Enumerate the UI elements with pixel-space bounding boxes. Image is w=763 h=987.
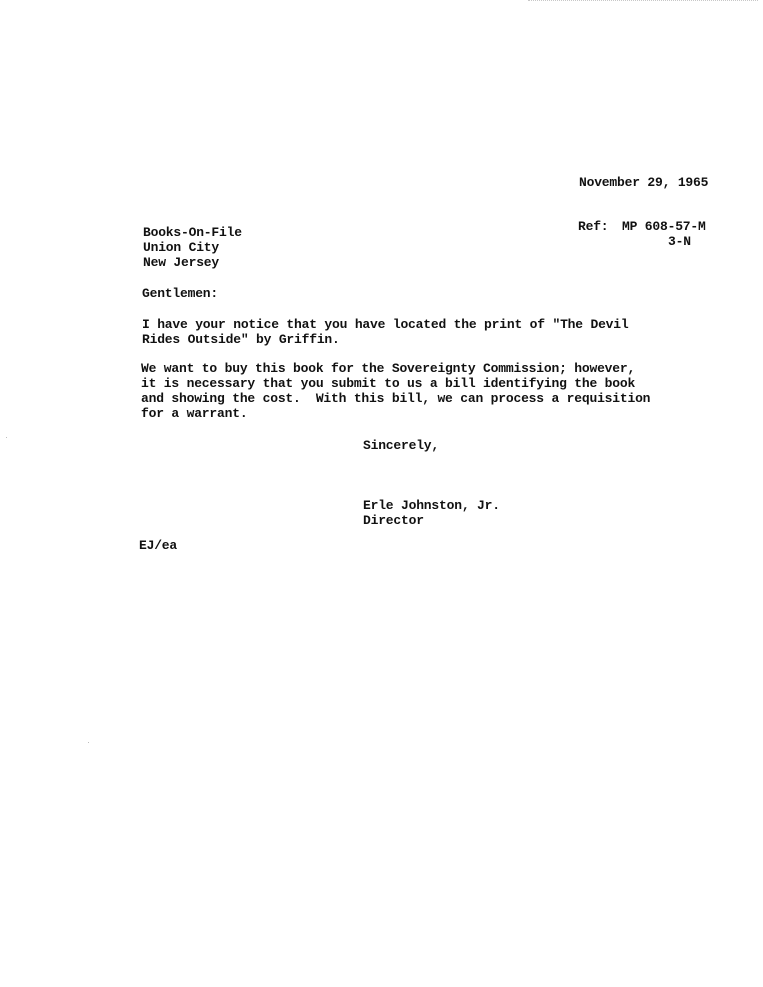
recipient-city: Union City bbox=[143, 240, 220, 255]
signer-title: Director bbox=[363, 513, 424, 528]
paragraph-1-line-1: I have your notice that you have located the print of "The Devil bbox=[142, 317, 629, 332]
signer-name: Erle Johnston, Jr. bbox=[363, 498, 500, 513]
reference-sub: 3-N bbox=[668, 234, 691, 249]
paragraph-2-line-2: it is necessary that you submit to us a bill identifying the book bbox=[141, 376, 636, 391]
scan-speck bbox=[88, 742, 89, 743]
recipient-state: New Jersey bbox=[143, 255, 220, 270]
reference-label: Ref: bbox=[578, 219, 609, 234]
closing: Sincerely, bbox=[363, 438, 440, 453]
typist-initials: EJ/ea bbox=[139, 538, 178, 553]
salutation: Gentlemen: bbox=[142, 286, 219, 301]
paragraph-2-line-1: We want to buy this book for the Sovereignty Commission; however, bbox=[141, 361, 636, 376]
scan-edge-dots bbox=[528, 0, 758, 3]
recipient-name: Books-On-File bbox=[143, 225, 242, 240]
paragraph-2-line-3: and showing the cost. With this bill, we can process a requisition bbox=[141, 391, 651, 406]
scan-speck bbox=[6, 437, 7, 438]
paragraph-2-line-4: for a warrant. bbox=[141, 406, 248, 421]
reference-number: MP 608-57-M bbox=[622, 219, 706, 234]
paragraph-1-line-2: Rides Outside" by Griffin. bbox=[142, 332, 340, 347]
letter-date: November 29, 1965 bbox=[579, 175, 709, 190]
